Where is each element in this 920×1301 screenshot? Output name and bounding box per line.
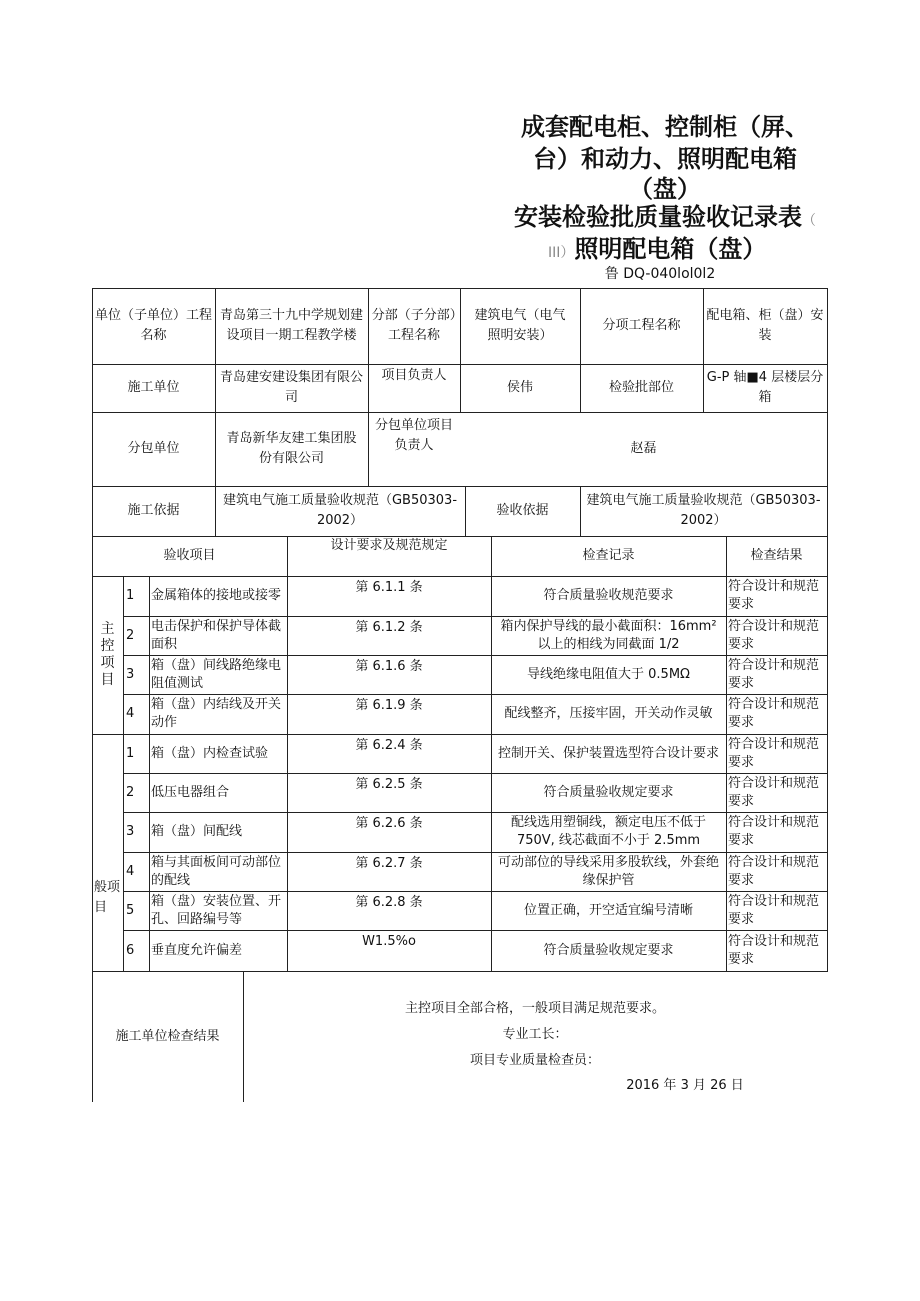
division-label: 分部（子分部）工程名称: [371, 308, 457, 343]
main-item-spec: 第 6.1.6 条: [355, 659, 423, 674]
general-group-label: 般项目: [94, 879, 121, 915]
basis-label: 施工依据: [127, 503, 180, 518]
general-item-result: 符合设计和规范要求: [728, 933, 820, 967]
general-item-record: 可动部位的导线采用多股软线，外套绝缘保护管: [497, 854, 719, 888]
general-item-no: 1: [126, 745, 135, 761]
general-item-no: 5: [126, 902, 135, 918]
main-item-spec: 第 6.1.2 条: [355, 620, 423, 635]
accept-value: 建筑电气施工质量验收规范（GB50303-2002）: [586, 493, 821, 528]
general-item-result: 符合设计和规范要求: [728, 854, 820, 888]
general-item-no: 4: [126, 863, 135, 879]
main-item-record: 箱内保护导线的最小截面积：16mm² 以上的相线为同截面 1/2: [500, 618, 717, 652]
general-item-name: 箱（盘）内检查试验: [151, 745, 269, 761]
division-value: 建筑电气（电气照明安装）: [474, 308, 566, 343]
header-result: 检查结果: [750, 548, 803, 563]
accept-label: 验收依据: [496, 503, 549, 518]
subcontractor-value: 青岛新华友建工集团股份有限公司: [226, 431, 357, 466]
main-group-label: 主控项目: [100, 621, 115, 688]
general-item-spec: 第 6.2.5 条: [355, 777, 423, 792]
sub-pm-value: 赵磊: [630, 441, 657, 456]
main-item-name: 箱（盘）内结线及开关动作: [151, 697, 282, 730]
title-line-2: 台）和动力、照明配电箱: [533, 145, 797, 173]
location-label: 检验批部位: [608, 380, 674, 395]
main-item-name: 金属箱体的接地或接零: [151, 588, 282, 603]
sub-pm-label: 分包单位项目负责人: [374, 418, 453, 453]
main-item-no: 4: [126, 706, 135, 721]
general-item-name: 箱（盘）安装位置、开孔、回路编号等: [151, 893, 282, 927]
header-design: 设计要求及规范规定: [330, 538, 448, 553]
main-item-spec: 第 6.1.9 条: [355, 698, 423, 713]
general-item-record: 控制开关、保护装置选型符合设计要求: [497, 745, 719, 761]
main-item-name: 箱（盘）间线路绝缘电阻值测试: [151, 657, 282, 691]
form-code: 鲁 DQ-040lol0l2: [604, 266, 716, 282]
title-line-4: [500, 202, 830, 237]
general-item-record: 符合质量验收规定要求: [543, 784, 674, 800]
main-item-spec: 第 6.1.1 条: [355, 580, 423, 595]
general-item-no: 6: [126, 942, 135, 958]
main-item-no: 3: [126, 666, 135, 682]
general-item-spec: W1.5%o: [362, 934, 416, 949]
footer-label: 施工单位检查结果: [115, 1028, 220, 1044]
title-line-5-text: 照明配电箱（盘）: [574, 235, 767, 263]
general-item-result: 符合设计和规范要求: [728, 815, 820, 848]
general-item-result: 符合设计和规范要求: [728, 736, 820, 770]
subitem-value: 配电箱、柜（盘）安装: [706, 308, 824, 343]
main-item-no: 1: [126, 588, 135, 603]
general-item-spec: 第 6.2.6 条: [355, 816, 423, 831]
footer-inspector: 项目专业质量检查员：: [469, 1053, 600, 1068]
general-item-spec: 第 6.2.8 条: [355, 895, 423, 910]
title-line-5: [548, 234, 766, 269]
main-item-result: 符合设计和规范要求: [728, 657, 820, 691]
footer-foreman: 专业工长：: [502, 1027, 568, 1042]
title-line-4-text: 安装检验批质量验收记录表: [514, 203, 802, 231]
subitem-label: 分项工程名称: [602, 318, 681, 333]
main-item-result: 符合设计和规范要求: [728, 618, 820, 652]
header-item: 验收项目: [163, 548, 216, 563]
header-record: 检查记录: [582, 548, 635, 563]
subcontractor-label: 分包单位: [127, 441, 180, 456]
pm-label: 项目负责人: [381, 368, 447, 383]
main-item-record: 符合质量验收规范要求: [543, 588, 674, 603]
unit-label: 单位（子单位）工程名称: [95, 308, 213, 343]
main-item-record: 配线整齐，压接牢固，开关动作灵敏: [504, 706, 713, 721]
pm-value: 侯伟: [506, 380, 533, 395]
general-item-name: 垂直度允许偏差: [151, 942, 243, 958]
title-line-5-prefix: III）: [548, 245, 575, 261]
contractor-label: 施工单位: [127, 380, 180, 395]
title-line-1: 成套配电柜、控制柜（屏、: [521, 113, 809, 141]
general-item-result: 符合设计和规范要求: [728, 775, 820, 809]
contractor-value: 青岛建安建设集团有限公司: [219, 370, 363, 405]
footer-conclusion: 主控项目全部合格，一般项目满足规范要求。: [404, 1001, 665, 1016]
general-item-no: 3: [126, 824, 135, 839]
main-item-no: 2: [126, 627, 135, 643]
general-item-spec: 第 6.2.7 条: [355, 856, 423, 871]
general-item-record: 位置正确，开空适宜编号清晰: [523, 902, 693, 918]
general-item-record: 符合质量验收规定要求: [543, 942, 674, 958]
title-line-4-suffix: （: [802, 213, 816, 229]
footer-date: 2016 年 3 月 26 日: [626, 1078, 744, 1093]
title-line-3: （盘）: [629, 175, 701, 203]
main-item-result: 符合设计和规范要求: [728, 697, 820, 730]
general-item-no: 2: [126, 784, 135, 800]
general-item-result: 符合设计和规范要求: [728, 893, 820, 927]
main-item-name: 电击保护和保护导体截面积: [151, 618, 282, 652]
general-item-record: 配线选用塑铜线，额定电压不低于 750V, 线芯截面不小于 2.5mm: [510, 815, 706, 848]
main-item-record: 导线绝缘电阻值大于 0.5MΩ: [527, 666, 690, 682]
general-item-name: 箱与其面板间可动部位的配线: [151, 854, 282, 888]
general-item-name: 箱（盘）间配线: [151, 824, 243, 839]
general-item-spec: 第 6.2.4 条: [355, 738, 423, 753]
basis-value: 建筑电气施工质量验收规范（GB50303-2002）: [222, 493, 458, 528]
general-item-name: 低压电器组合: [151, 784, 230, 800]
unit-value: 青岛第三十九中学规划建设项目一期工程教学楼: [219, 308, 363, 343]
location-value: G-P 轴■4 层楼层分箱: [706, 370, 824, 405]
main-item-result: 符合设计和规范要求: [728, 579, 820, 612]
